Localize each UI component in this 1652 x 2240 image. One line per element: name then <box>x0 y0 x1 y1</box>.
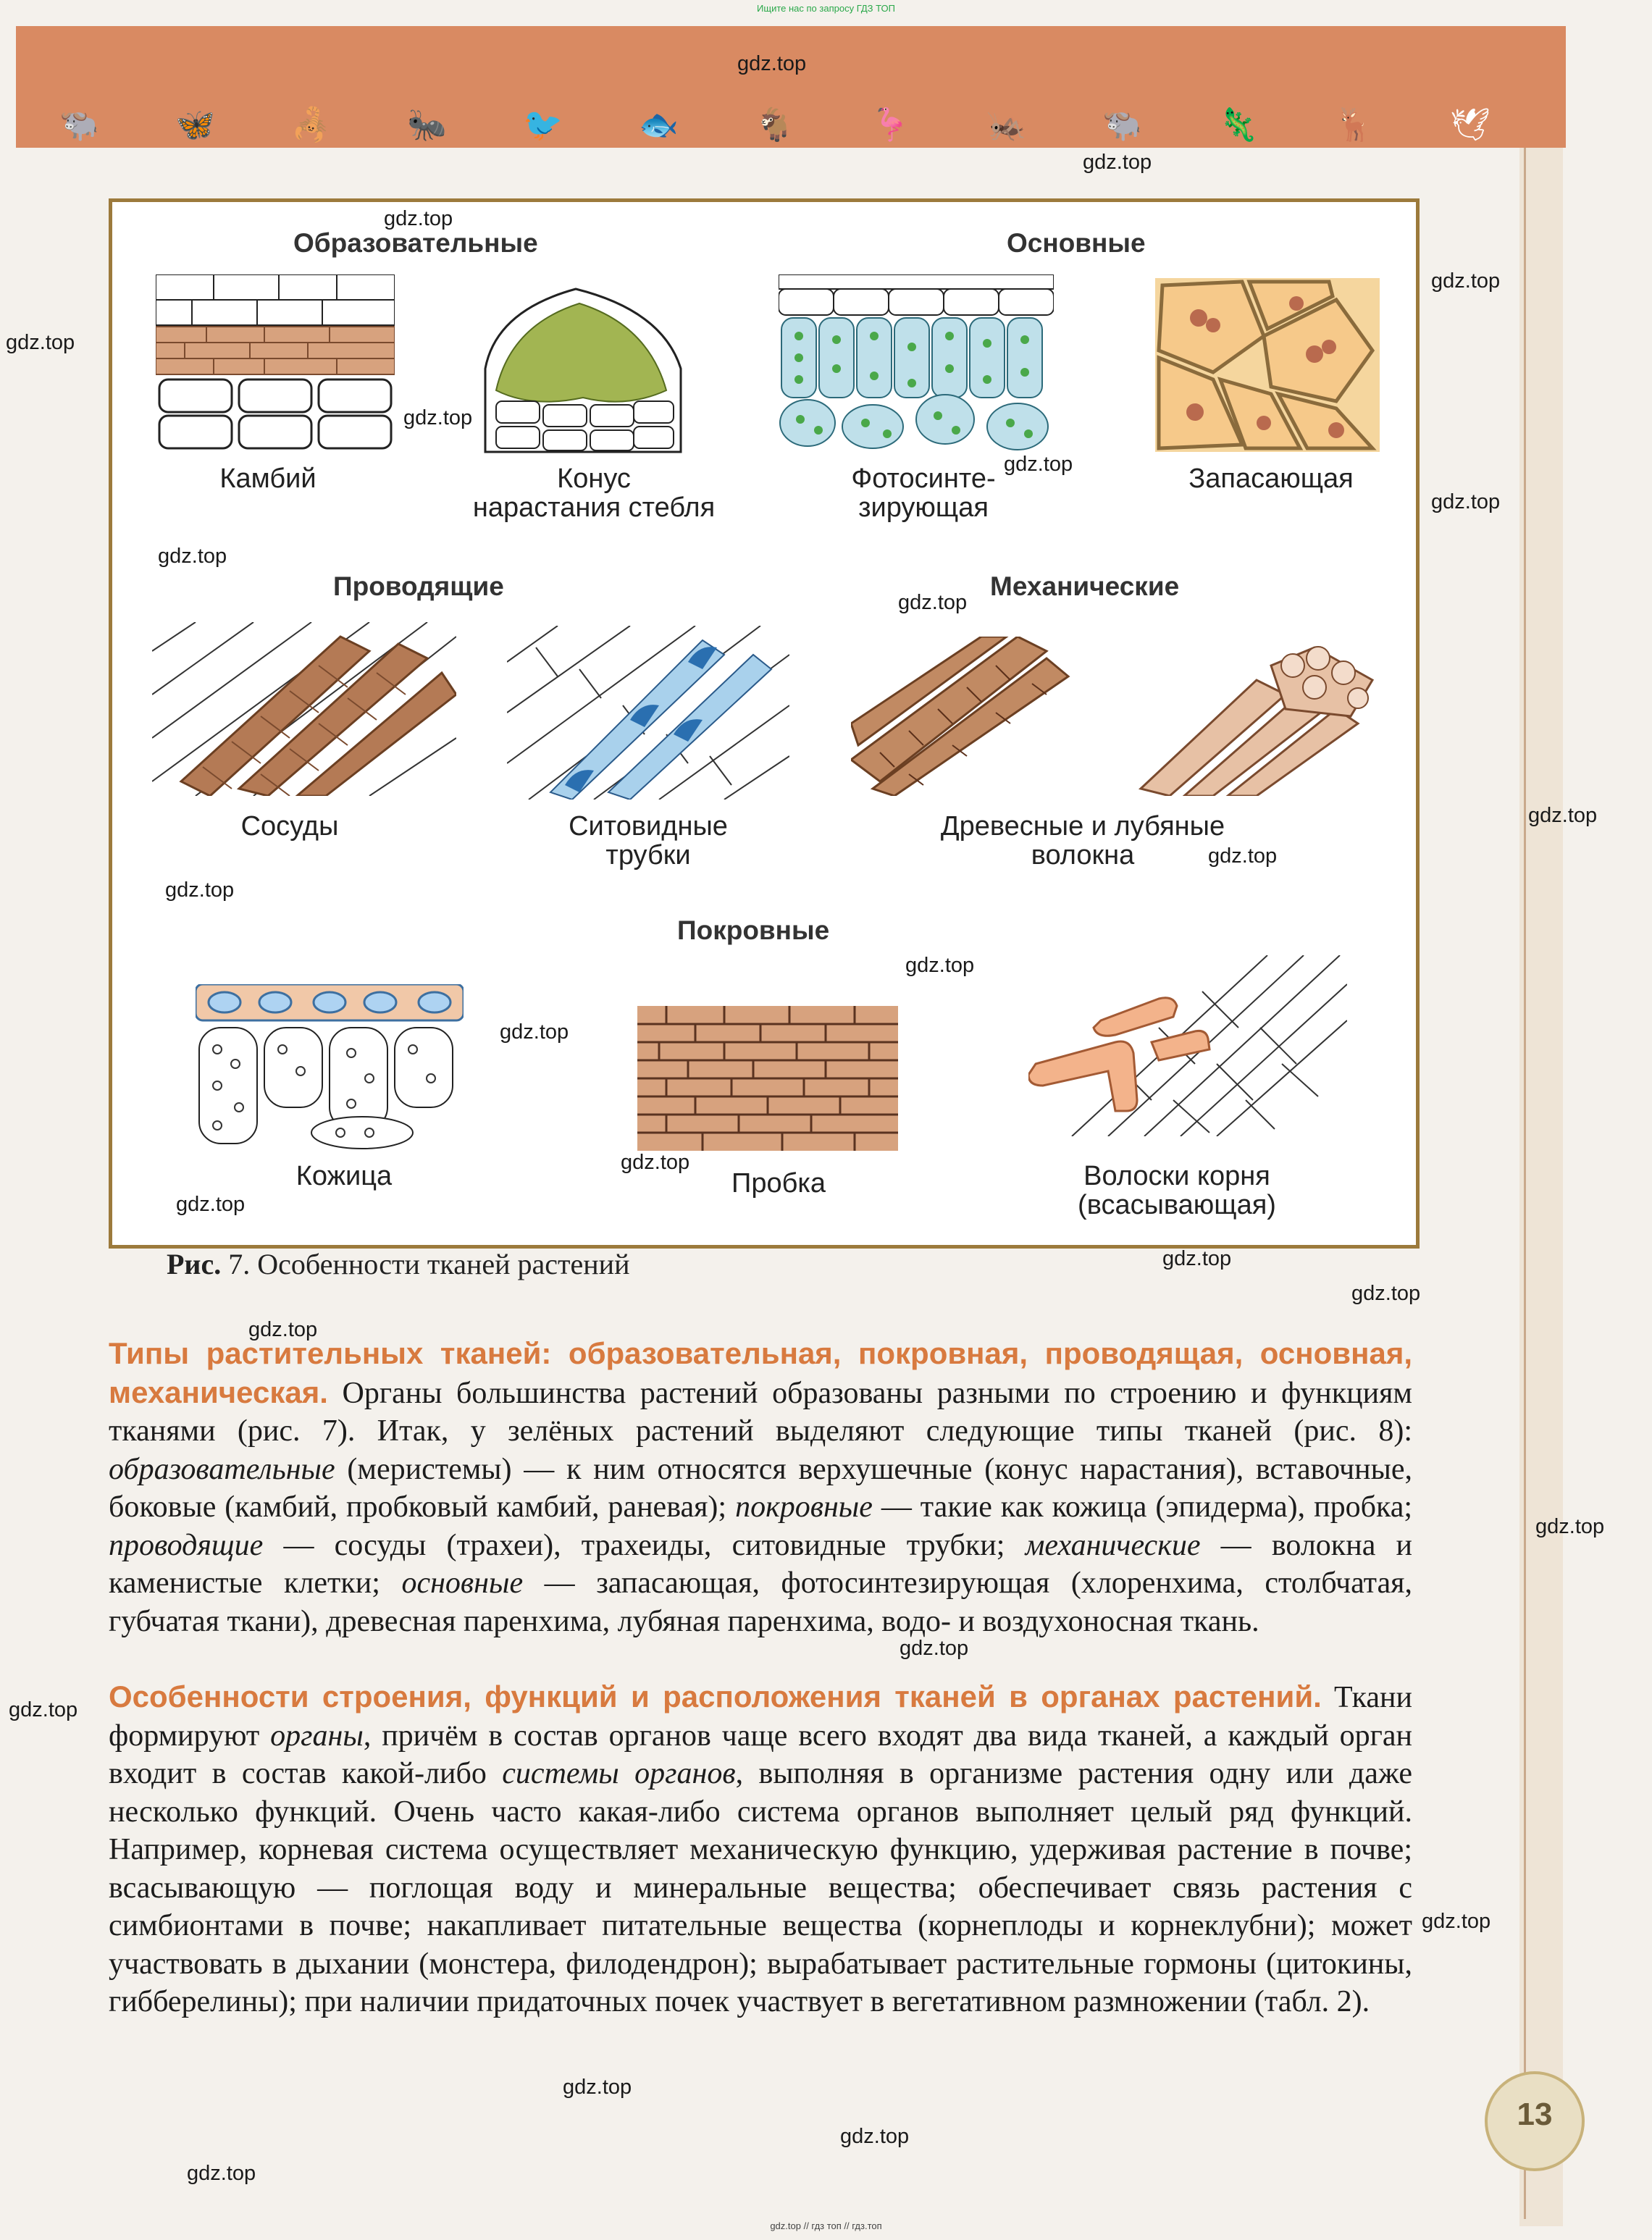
watermark: gdz.top <box>158 545 227 568</box>
label-vessels: Сосуды <box>240 811 339 842</box>
goat-icon: 🐐 <box>755 107 794 143</box>
figure-caption-prefix: Рис. <box>167 1248 222 1280</box>
label-sieve-tubes-line1: Ситовидные <box>569 811 728 842</box>
buffalo-icon: 🐃 <box>1102 107 1142 143</box>
term-conducting: проводящие <box>109 1528 264 1562</box>
paragraph-tissue-types-heading: Типы растительных тканей: образовательная, покровная, проводящая, основная, механическая. <box>109 1336 1412 1409</box>
text-run: — запасающая, фотосинтезирующая (хлоренхима, столбчатая, губчатая ткани), древесная паренхима, лубяная паренхима, водо- и воздухоносная ткань. <box>109 1566 1412 1638</box>
label-storage: Запасающая <box>1188 463 1354 494</box>
text-run: Ткани формируют <box>109 1681 1412 1753</box>
bird-icon: 🐦 <box>523 107 563 143</box>
paragraph-tissue-features <box>109 1678 1412 2021</box>
group-title-mechanical: Механические <box>990 571 1180 601</box>
label-cork: Пробка <box>731 1168 826 1199</box>
term-organ-systems: системы органов <box>502 1757 736 1790</box>
bird-standing-icon: 🦩 <box>871 107 910 143</box>
watermark: gdz.top <box>1208 844 1278 868</box>
label-root-hairs <box>1010 1162 1343 1220</box>
watermark: gdz.top <box>563 2076 632 2099</box>
term-educational: образовательные <box>109 1452 335 1486</box>
skin-epidermis-illustration <box>196 984 464 1151</box>
watermark: gdz.top <box>1431 490 1501 513</box>
lizard-icon: 🦎 <box>1218 107 1258 143</box>
right-margin-line <box>1524 148 1526 2219</box>
top-link[interactable]: Ищите нас по запросу ГДЗ ТОП <box>757 3 895 14</box>
label-growth-cone-line1: Конус <box>557 463 631 494</box>
group-title-conducting: Проводящие <box>333 571 504 601</box>
storage-tissue-illustration <box>1155 278 1380 452</box>
growth-cone-illustration <box>482 282 684 456</box>
sieve-tubes-illustration <box>507 626 789 800</box>
text-run: — сосуды (трахеи), трахеиды, ситовидные трубки; <box>283 1528 1005 1562</box>
label-fibers-line1: Древесные и лубяные <box>940 811 1225 842</box>
fibers-illustration <box>851 637 1380 796</box>
page-number: 13 <box>1517 2097 1553 2132</box>
watermark: gdz.top <box>1528 804 1598 827</box>
term-mechanical: механические <box>1025 1528 1201 1562</box>
deer-icon: 🦌 <box>1334 107 1374 143</box>
label-sieve-tubes-line2: трубки <box>605 840 691 871</box>
watermark: gdz.top <box>403 406 473 429</box>
label-photosynthesizing-line2: зирующая <box>858 492 989 523</box>
watermark: gdz.top <box>176 1193 246 1216</box>
label-fibers-line2: волокна <box>1031 840 1135 871</box>
text-run: (меристемы) — к ним относятся верхушечные (конус нарастания), вставочные, боковые (камбий, пробковый камбий, раневая); <box>109 1452 1412 1524</box>
text-run: — такие как кожица (эпидерма), пробка; <box>881 1490 1413 1524</box>
term-covering: покровные <box>735 1490 873 1524</box>
watermark: gdz.top <box>248 1318 318 1341</box>
watermark: gdz.top <box>1351 1282 1421 1305</box>
watermark: gdz.top <box>900 1637 969 1660</box>
label-root-hairs-line1: Волоски корня <box>1083 1161 1270 1191</box>
watermark: gdz.top <box>1083 151 1152 174</box>
insect-icon: 🦗 <box>986 107 1026 143</box>
cambium-illustration <box>156 274 395 452</box>
scorpion-icon: 🦂 <box>291 107 331 143</box>
group-title-educational: Образовательные <box>293 228 538 258</box>
figure-caption <box>167 1247 630 1281</box>
watermark: gdz.top <box>905 954 975 977</box>
figure-caption-number: 7. <box>228 1248 251 1280</box>
bison-icon: 🐃 <box>59 107 99 143</box>
label-skin: Кожица <box>295 1161 393 1191</box>
cork-illustration <box>637 1006 898 1151</box>
label-root-hairs-line2: (всасывающая) <box>1078 1190 1276 1220</box>
watermark: gdz.top <box>898 591 968 614</box>
watermark: gdz.top <box>1422 1910 1491 1933</box>
bird-flying-icon: 🕊 <box>1450 107 1490 143</box>
bottom-link[interactable]: gdz.top // гдз топ // гдз.топ <box>770 2220 882 2231</box>
watermark: gdz.top <box>165 878 235 902</box>
watermark: gdz.top <box>737 52 807 75</box>
watermark: gdz.top <box>6 331 75 354</box>
watermark: gdz.top <box>500 1020 569 1044</box>
watermark: gdz.top <box>1535 1515 1605 1538</box>
label-growth-cone <box>445 464 742 522</box>
text-run: — волокна и каменистые клетки; <box>109 1528 1412 1600</box>
label-cambium: Камбий <box>219 463 316 494</box>
term-organs: органы <box>270 1719 364 1753</box>
label-photosynthesizing-line1: Фотосинте- <box>851 463 996 494</box>
label-sieve-tubes <box>518 812 779 870</box>
paragraph-tissue-types <box>109 1335 1412 1640</box>
watermark: gdz.top <box>187 2162 256 2185</box>
figure-caption-text: Особенности тканей растений <box>257 1248 630 1280</box>
vessels-illustration <box>152 622 456 796</box>
term-basic: основные <box>401 1566 524 1600</box>
watermark: gdz.top <box>1431 269 1501 293</box>
right-margin-strip <box>1519 148 1563 2226</box>
paragraph-tissue-features-heading: Особенности строения, функций и расположения тканей в органах растений. <box>109 1679 1322 1713</box>
root-hairs-illustration <box>1028 955 1347 1136</box>
watermark: gdz.top <box>9 1698 78 1721</box>
photosynthesizing-tissue-illustration <box>779 274 1054 456</box>
watermark: gdz.top <box>621 1151 690 1174</box>
figure-plant-tissues <box>109 198 1420 1249</box>
fish-icon: 🐟 <box>639 107 679 143</box>
text-run: , выполняя в организме растения одну или даже несколько функций. Очень часто какая-либо система органов выполняет целый ряд функций. Например, корневая система осуществляет механическую функцию, удерживая растение в почве; всасывающую — поглощая воду и минеральные вещества; обеспечивает связь растения с симбионтами в почве; накапливает питательные вещества (корнеплоды и корнеклубни); может участвовать в дыхании (монстера, филодендрон); вырабатывает растительные гормоны (цитокины, гибберелины); при наличии придаточных почек участвует в вегетативном размножении (табл. 2). <box>109 1757 1412 2018</box>
watermark: gdz.top <box>384 207 453 230</box>
watermark: gdz.top <box>1004 453 1073 476</box>
watermark: gdz.top <box>840 2125 910 2148</box>
group-title-basic: Основные <box>1007 228 1146 258</box>
text-run: , причём в состав органов чаще всего входят два вида тканей, а каждый орган входит в состав какой-либо <box>109 1719 1413 1790</box>
header-band <box>16 26 1566 148</box>
text-run: Органы большинства растений образованы разными по строению и функциям тканями (рис. 7). Итак, у зелёных растений выделяют следующие типы тканей (рис. 8): <box>109 1376 1412 1448</box>
ant-icon: 🐜 <box>407 107 447 143</box>
label-growth-cone-line2: нарастания стебля <box>472 492 716 523</box>
group-title-covering: Покровные <box>677 915 830 945</box>
watermark: gdz.top <box>1162 1247 1232 1270</box>
butterfly-icon: 🦋 <box>175 107 215 143</box>
